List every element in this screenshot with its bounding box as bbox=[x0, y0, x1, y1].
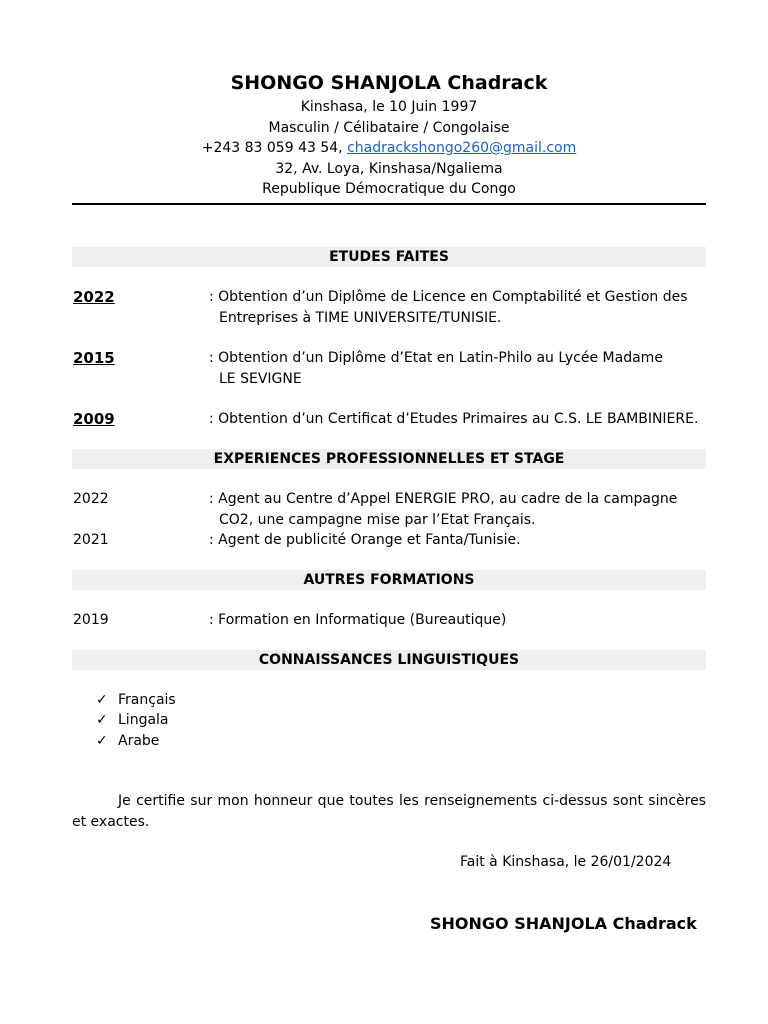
experience-line: : Agent de publicité Orange et Fanta/Tunisie. bbox=[209, 532, 521, 548]
experience-description bbox=[209, 489, 709, 530]
experience-year: 2021 bbox=[73, 532, 109, 548]
education-description bbox=[209, 409, 709, 430]
section-other-training-title: AUTRES FORMATIONS bbox=[72, 570, 706, 590]
education-line: LE SEVIGNE bbox=[219, 370, 302, 387]
header-divider bbox=[72, 203, 706, 205]
phone-number: +243 83 059 43 54, bbox=[201, 140, 348, 156]
signature-name: SHONGO SHANJOLA Chadrack bbox=[430, 914, 697, 933]
education-year: 2009 bbox=[73, 410, 115, 428]
education-description bbox=[209, 287, 709, 328]
section-experience-title: EXPERIENCES PROFESSIONNELLES ET STAGE bbox=[72, 449, 706, 469]
experience-year: 2022 bbox=[73, 491, 109, 507]
education-year: 2022 bbox=[73, 288, 115, 306]
certification-statement: Je certifie sur mon honneur que toutes les renseignements ci-dessus sont sincères et exactes. bbox=[72, 793, 706, 830]
candidate-name: SHONGO SHANJOLA Chadrack bbox=[230, 72, 548, 94]
education-year: 2015 bbox=[73, 349, 115, 367]
training-line: : Formation en Informatique (Bureautique) bbox=[209, 612, 507, 628]
personal-status: Masculin / Célibataire / Congolaise bbox=[268, 120, 510, 136]
education-description bbox=[209, 348, 709, 389]
address-line: 32, Av. Loya, Kinshasa/Ngaliema bbox=[275, 161, 503, 177]
language-item bbox=[96, 731, 159, 751]
email-link[interactable]: chadrackshongo260@gmail.com bbox=[347, 140, 577, 156]
language-label: Arabe bbox=[118, 733, 160, 749]
language-item bbox=[96, 690, 176, 710]
experience-line: CO2, une campagne mise par l’Etat Français. bbox=[219, 511, 536, 528]
language-label: Français bbox=[118, 692, 176, 708]
checkmark-icon: ✓ bbox=[96, 733, 108, 749]
education-line: : Obtention d’un Diplôme de Licence en Comptabilité et Gestion des bbox=[209, 289, 688, 305]
education-line: Entreprises à TIME UNIVERSITE/TUNISIE. bbox=[219, 309, 502, 326]
experience-description bbox=[209, 530, 709, 551]
section-languages-title: CONNAISSANCES LINGUISTIQUES bbox=[72, 650, 706, 670]
experience-line: : Agent au Centre d’Appel ENERGIE PRO, au cadre de la campagne bbox=[209, 491, 678, 507]
section-education-title: ETUDES FAITES bbox=[72, 247, 706, 267]
language-label: Lingala bbox=[118, 712, 169, 728]
place-and-date: Fait à Kinshasa, le 26/01/2024 bbox=[460, 854, 672, 870]
contact-line bbox=[72, 138, 706, 158]
training-year: 2019 bbox=[73, 612, 109, 628]
language-item bbox=[96, 710, 169, 730]
checkmark-icon: ✓ bbox=[96, 692, 108, 708]
birth-info: Kinshasa, le 10 Juin 1997 bbox=[300, 99, 478, 115]
country-line: Republique Démocratique du Congo bbox=[262, 181, 516, 197]
education-line: : Obtention d’un Certificat d’Etudes Primaires au C.S. LE BAMBINIERE. bbox=[209, 411, 699, 427]
checkmark-icon: ✓ bbox=[96, 712, 108, 728]
training-description bbox=[209, 610, 709, 631]
education-line: : Obtention d’un Diplôme d’Etat en Latin-Philo au Lycée Madame bbox=[209, 350, 663, 366]
